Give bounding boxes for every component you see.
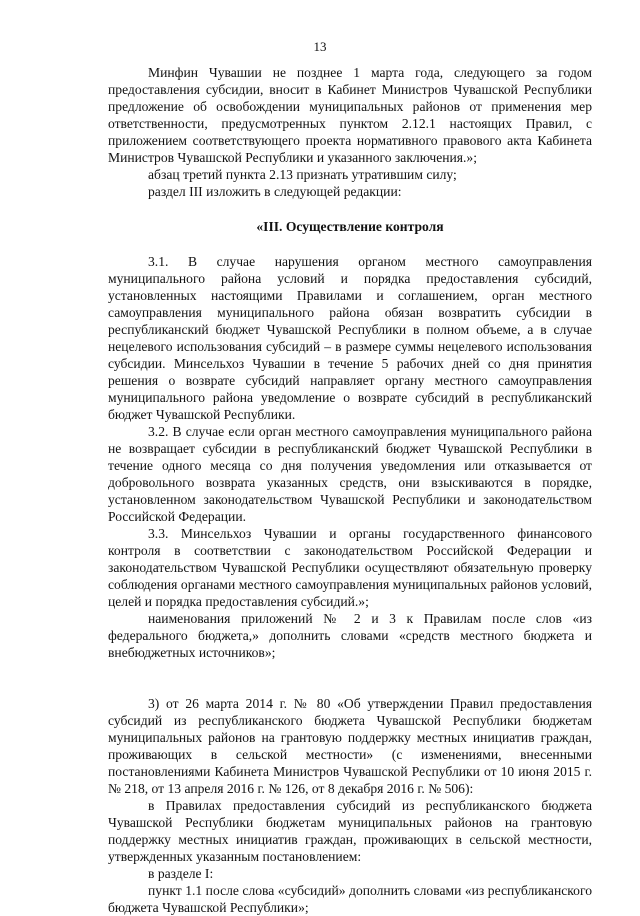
- paragraph: абзац третий пункта 2.13 признать утратившим силу;: [148, 167, 457, 182]
- paragraph: 3.3. Минсельхоз Чувашии и органы государственного финансового контроля в соответствии с законодательством Российской Федерации и законодательством Чувашской Республики осуществляют обязательную проверку соблюдения органами местного самоуправления муниципальных районов условий, целей и порядка предоставления субсидий.»;: [108, 526, 592, 609]
- paragraph: в Правилах предоставления субсидий из республиканского бюджета Чувашской Республики бюджетам муниципальных районов на грантовую поддержку местных инициатив граждан, проживающих в сельской местности, утвержденных указанным постановлением:: [108, 798, 592, 864]
- paragraph: 3.1. В случае нарушения органом местного самоуправления муниципального района условий и порядка предоставления субсидий, установленных настоящими Правилами и соглашением, орган местного самоуправления муниципального района обязан возвратить субсидии в республиканский бюджет Чувашской Республики в полном объеме, а в случае нецелевого использования субсидий – в размере суммы нецелевого использования субсидии. Минсельхоз Чувашии в течение 5 рабочих дней со дня принятия решения о возврате субсидий направляет органу местного самоуправления муниципального района уведомление о возврате субсидий в республиканский бюджет Чувашской Республики.: [108, 254, 592, 422]
- paragraph-spacer: [108, 661, 592, 695]
- paragraph: 3) от 26 марта 2014 г. № 80 «Об утверждении Правил предоставления субсидий из республиканского бюджета Чувашской Республики бюджетам муниципальных районов на грантовую поддержку местных инициатив граждан, проживающих в сельской местности» (с изменениями, внесенными постановлениями Кабинета Министров Чувашской Республики от 10 июня 2015 г. № 218, от 13 апреля 2016 г. № 126, от 8 декабря 2016 г. № 506):: [108, 696, 592, 796]
- paragraph: Минфин Чувашии не позднее 1 марта года, следующего за годом предоставления субсидии, вносит в Кабинет Министров Чувашской Республики предложение об освобождении муниципальных районов от применения мер ответственности, предусмотренных пунктом 2.12.1 настоящих Правил, с приложением соответствующего проекта нормативного правового акта Кабинета Министров Чувашской Республики и указанного заключения.»;: [108, 65, 592, 165]
- paragraph: раздел III изложить в следующей редакции:: [148, 184, 402, 199]
- paragraph: в разделе I:: [148, 866, 214, 881]
- section-heading: «III. Осуществление контроля: [256, 219, 444, 234]
- paragraph: 3.2. В случае если орган местного самоуправления муниципального района не возвращает субсидии в республиканский бюджет Чувашской Республики в течение одного месяца со дня получения уведомления или отказывается от добровольного возврата указанных средств, они взыскиваются в порядке, установленном законодательством Чувашской Республики и законодательством Российской Федерации.: [108, 424, 592, 524]
- document-body: [108, 64, 592, 916]
- paragraph: наименования приложений № 2 и 3 к Правилам после слов «из федерального бюджета,» дополнить словами «средств местного бюджета и внебюджетных источников»;: [108, 611, 592, 660]
- paragraph: пункт 1.1 после слова «субсидий» дополнить словами «из республиканского бюджета Чувашской Республики»;: [108, 883, 592, 915]
- page-number: 13: [313, 39, 327, 54]
